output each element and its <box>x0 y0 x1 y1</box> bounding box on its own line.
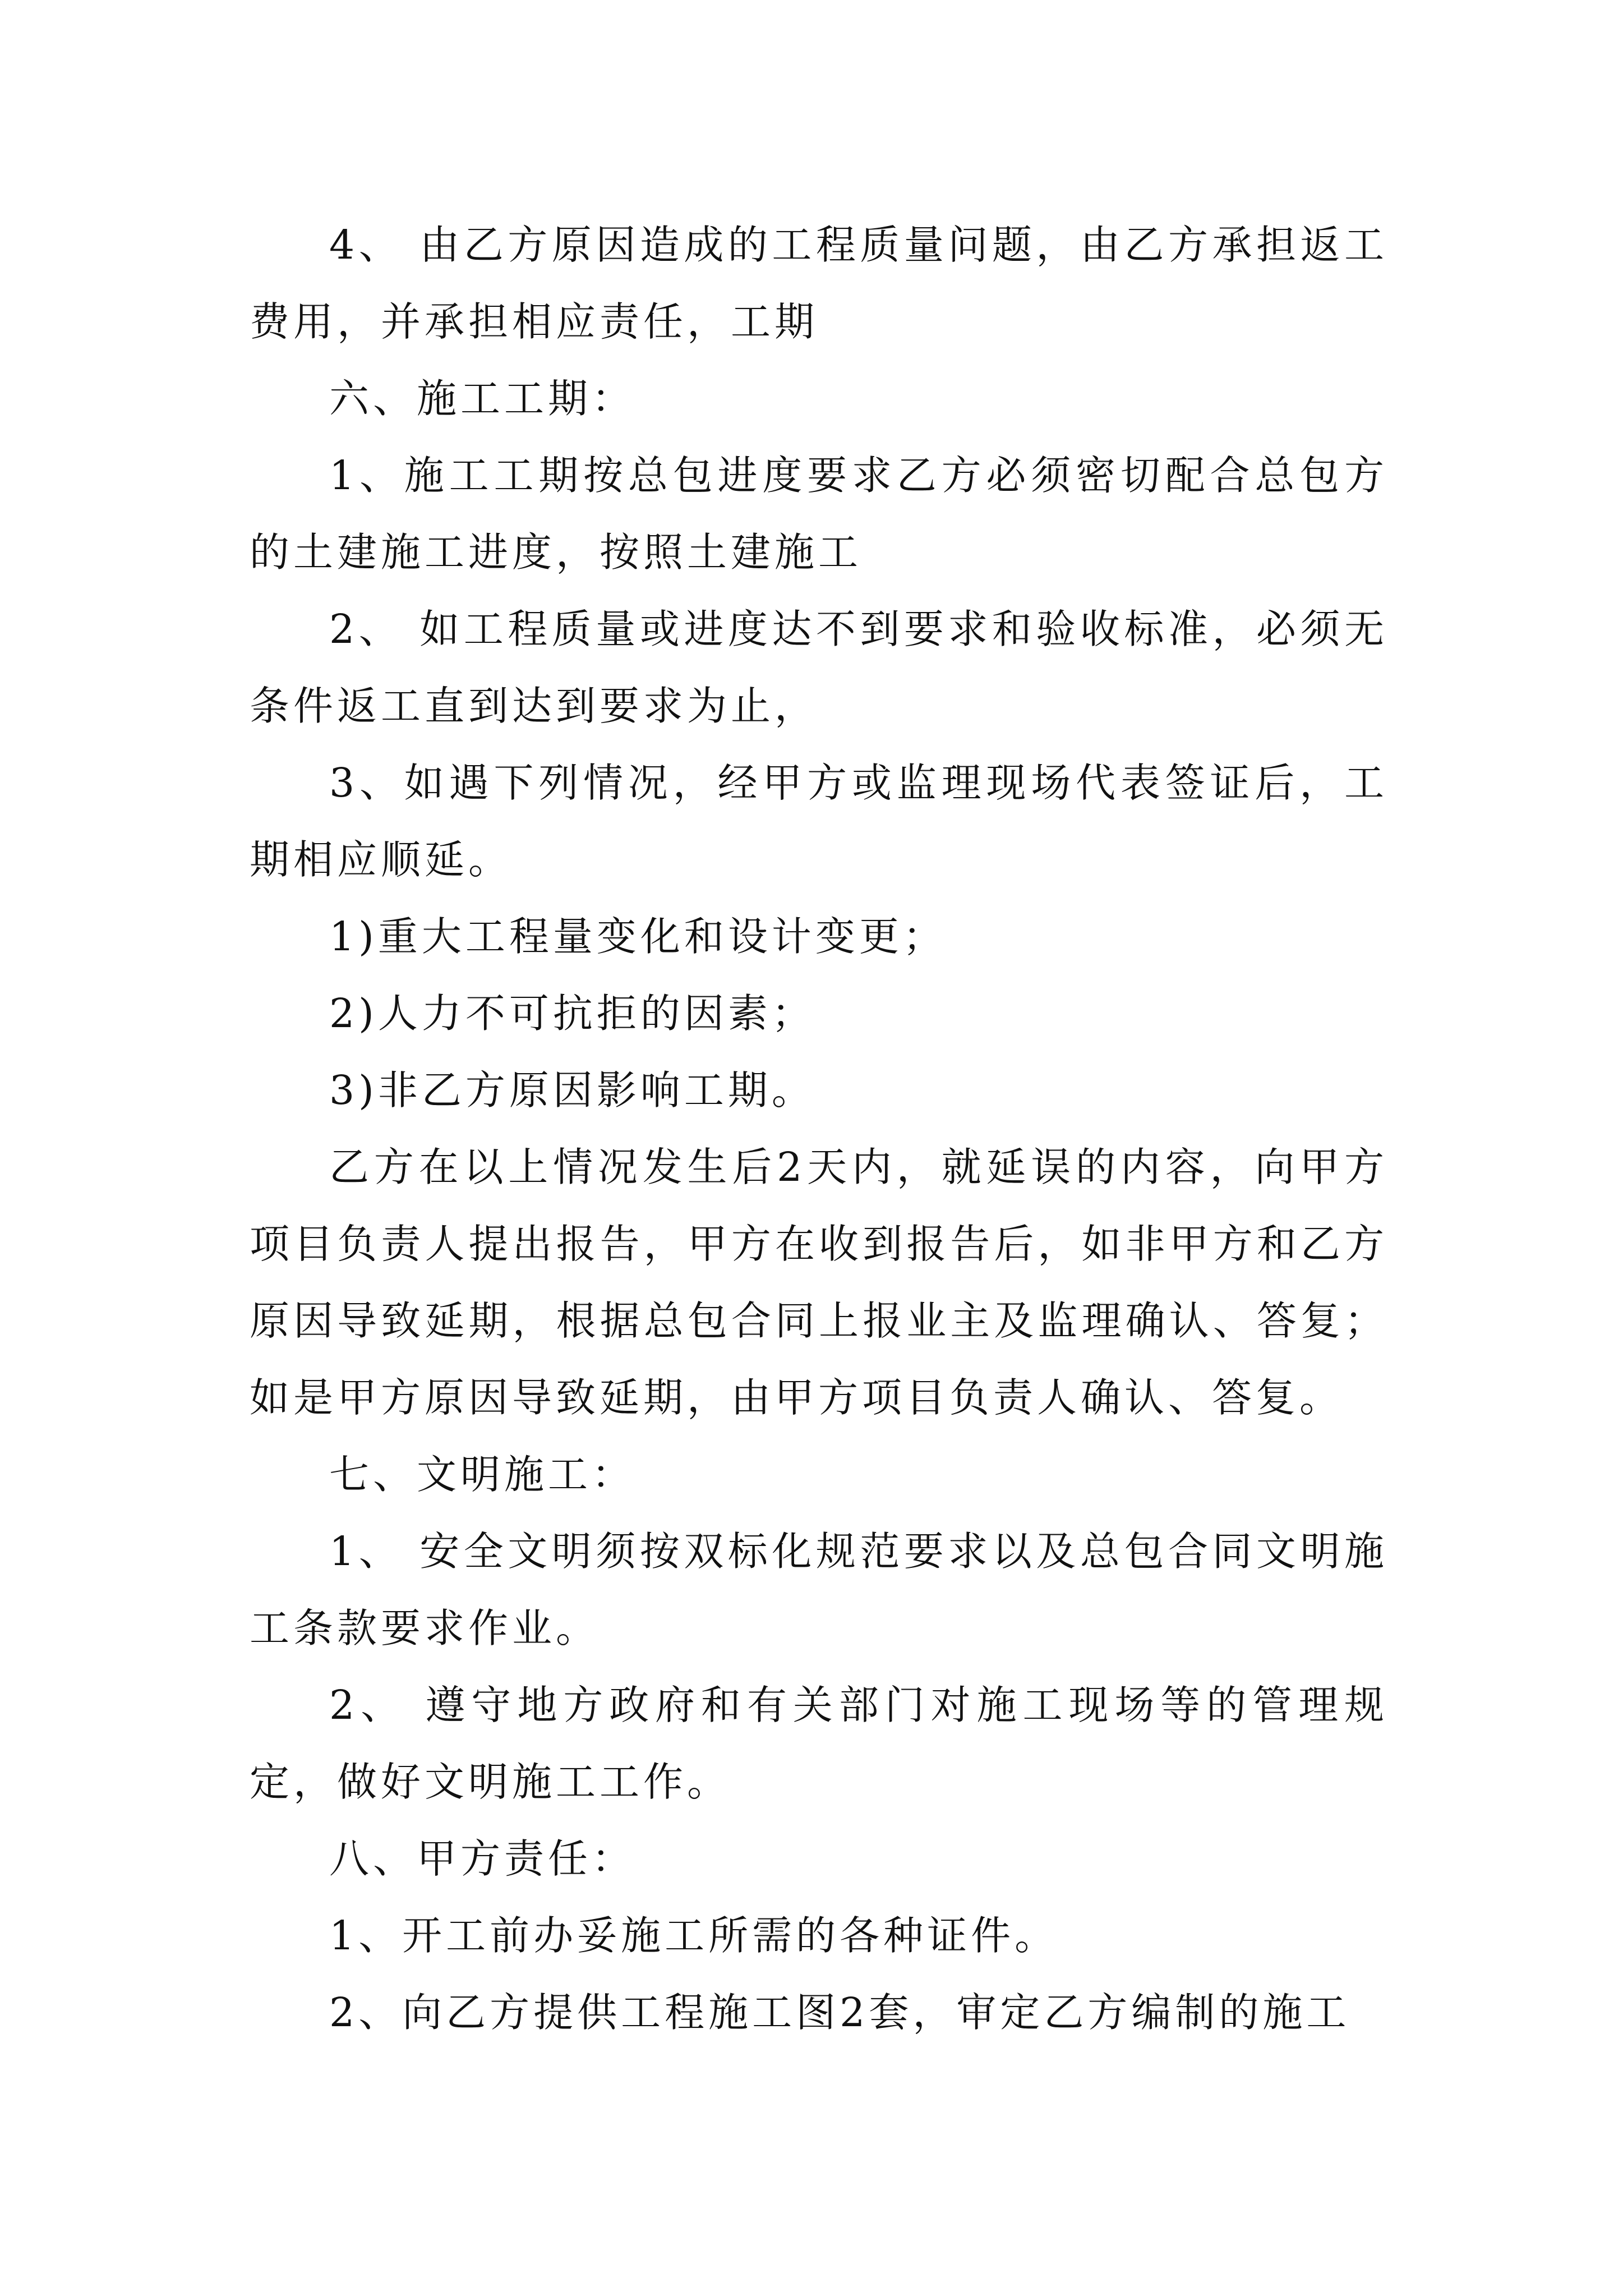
section-6-heading: 六、施工工期： <box>329 375 636 422</box>
delay-report-paragraph: 乙方在以上情况发生后2天内，就延误的内容，向甲方项目负责人提出报告，甲方在收到报告后，如非甲方和乙方原因导致延期，根据总包合同上报业主及监理确认、答复；如是甲方原因导致延期，由甲方项目负责人确认、答复。 <box>250 1144 1388 1421</box>
extension-item-3: 3)非乙方原因影响工期。 <box>329 1067 815 1114</box>
clause-6-3-extension: 3、如遇下列情况，经甲方或监理现场代表签证后，工期相应顺延。 <box>250 760 1388 883</box>
clause-7-2-regulations: 2、 遵守地方政府和有关部门对施工现场等的管理规定，做好文明施工工作。 <box>250 1682 1388 1805</box>
clause-6-2-rework: 2、 如工程质量或进度达不到要求和验收标准，必须无条件返工直到达到要求为止， <box>250 606 1388 729</box>
extension-item-2: 2)人力不可抗拒的因素； <box>329 990 815 1037</box>
section-7-heading: 七、文明施工： <box>329 1451 636 1498</box>
document-body <box>250 206 1388 2051</box>
section-8-heading: 八、甲方责任： <box>329 1835 636 1882</box>
clause-8-2-drawings: 2、向乙方提供工程施工图2套，审定乙方编制的施工 <box>329 1989 1350 2036</box>
clause-7-1-safety: 1、 安全文明须按双标化规范要求以及总包合同文明施工条款要求作业。 <box>250 1528 1388 1651</box>
clause-6-1-schedule: 1、施工工期按总包进度要求乙方必须密切配合总包方的土建施工进度，按照土建施工 <box>250 452 1388 576</box>
clause-8-1-permits: 1、开工前办妥施工所需的各种证件。 <box>329 1912 1059 1959</box>
extension-item-1: 1)重大工程量变化和设计变更； <box>329 913 947 960</box>
clause-4-quality-rework: 4、 由乙方原因造成的工程质量问题，由乙方承担返工费用，并承担相应责任，工期 <box>250 222 1388 345</box>
